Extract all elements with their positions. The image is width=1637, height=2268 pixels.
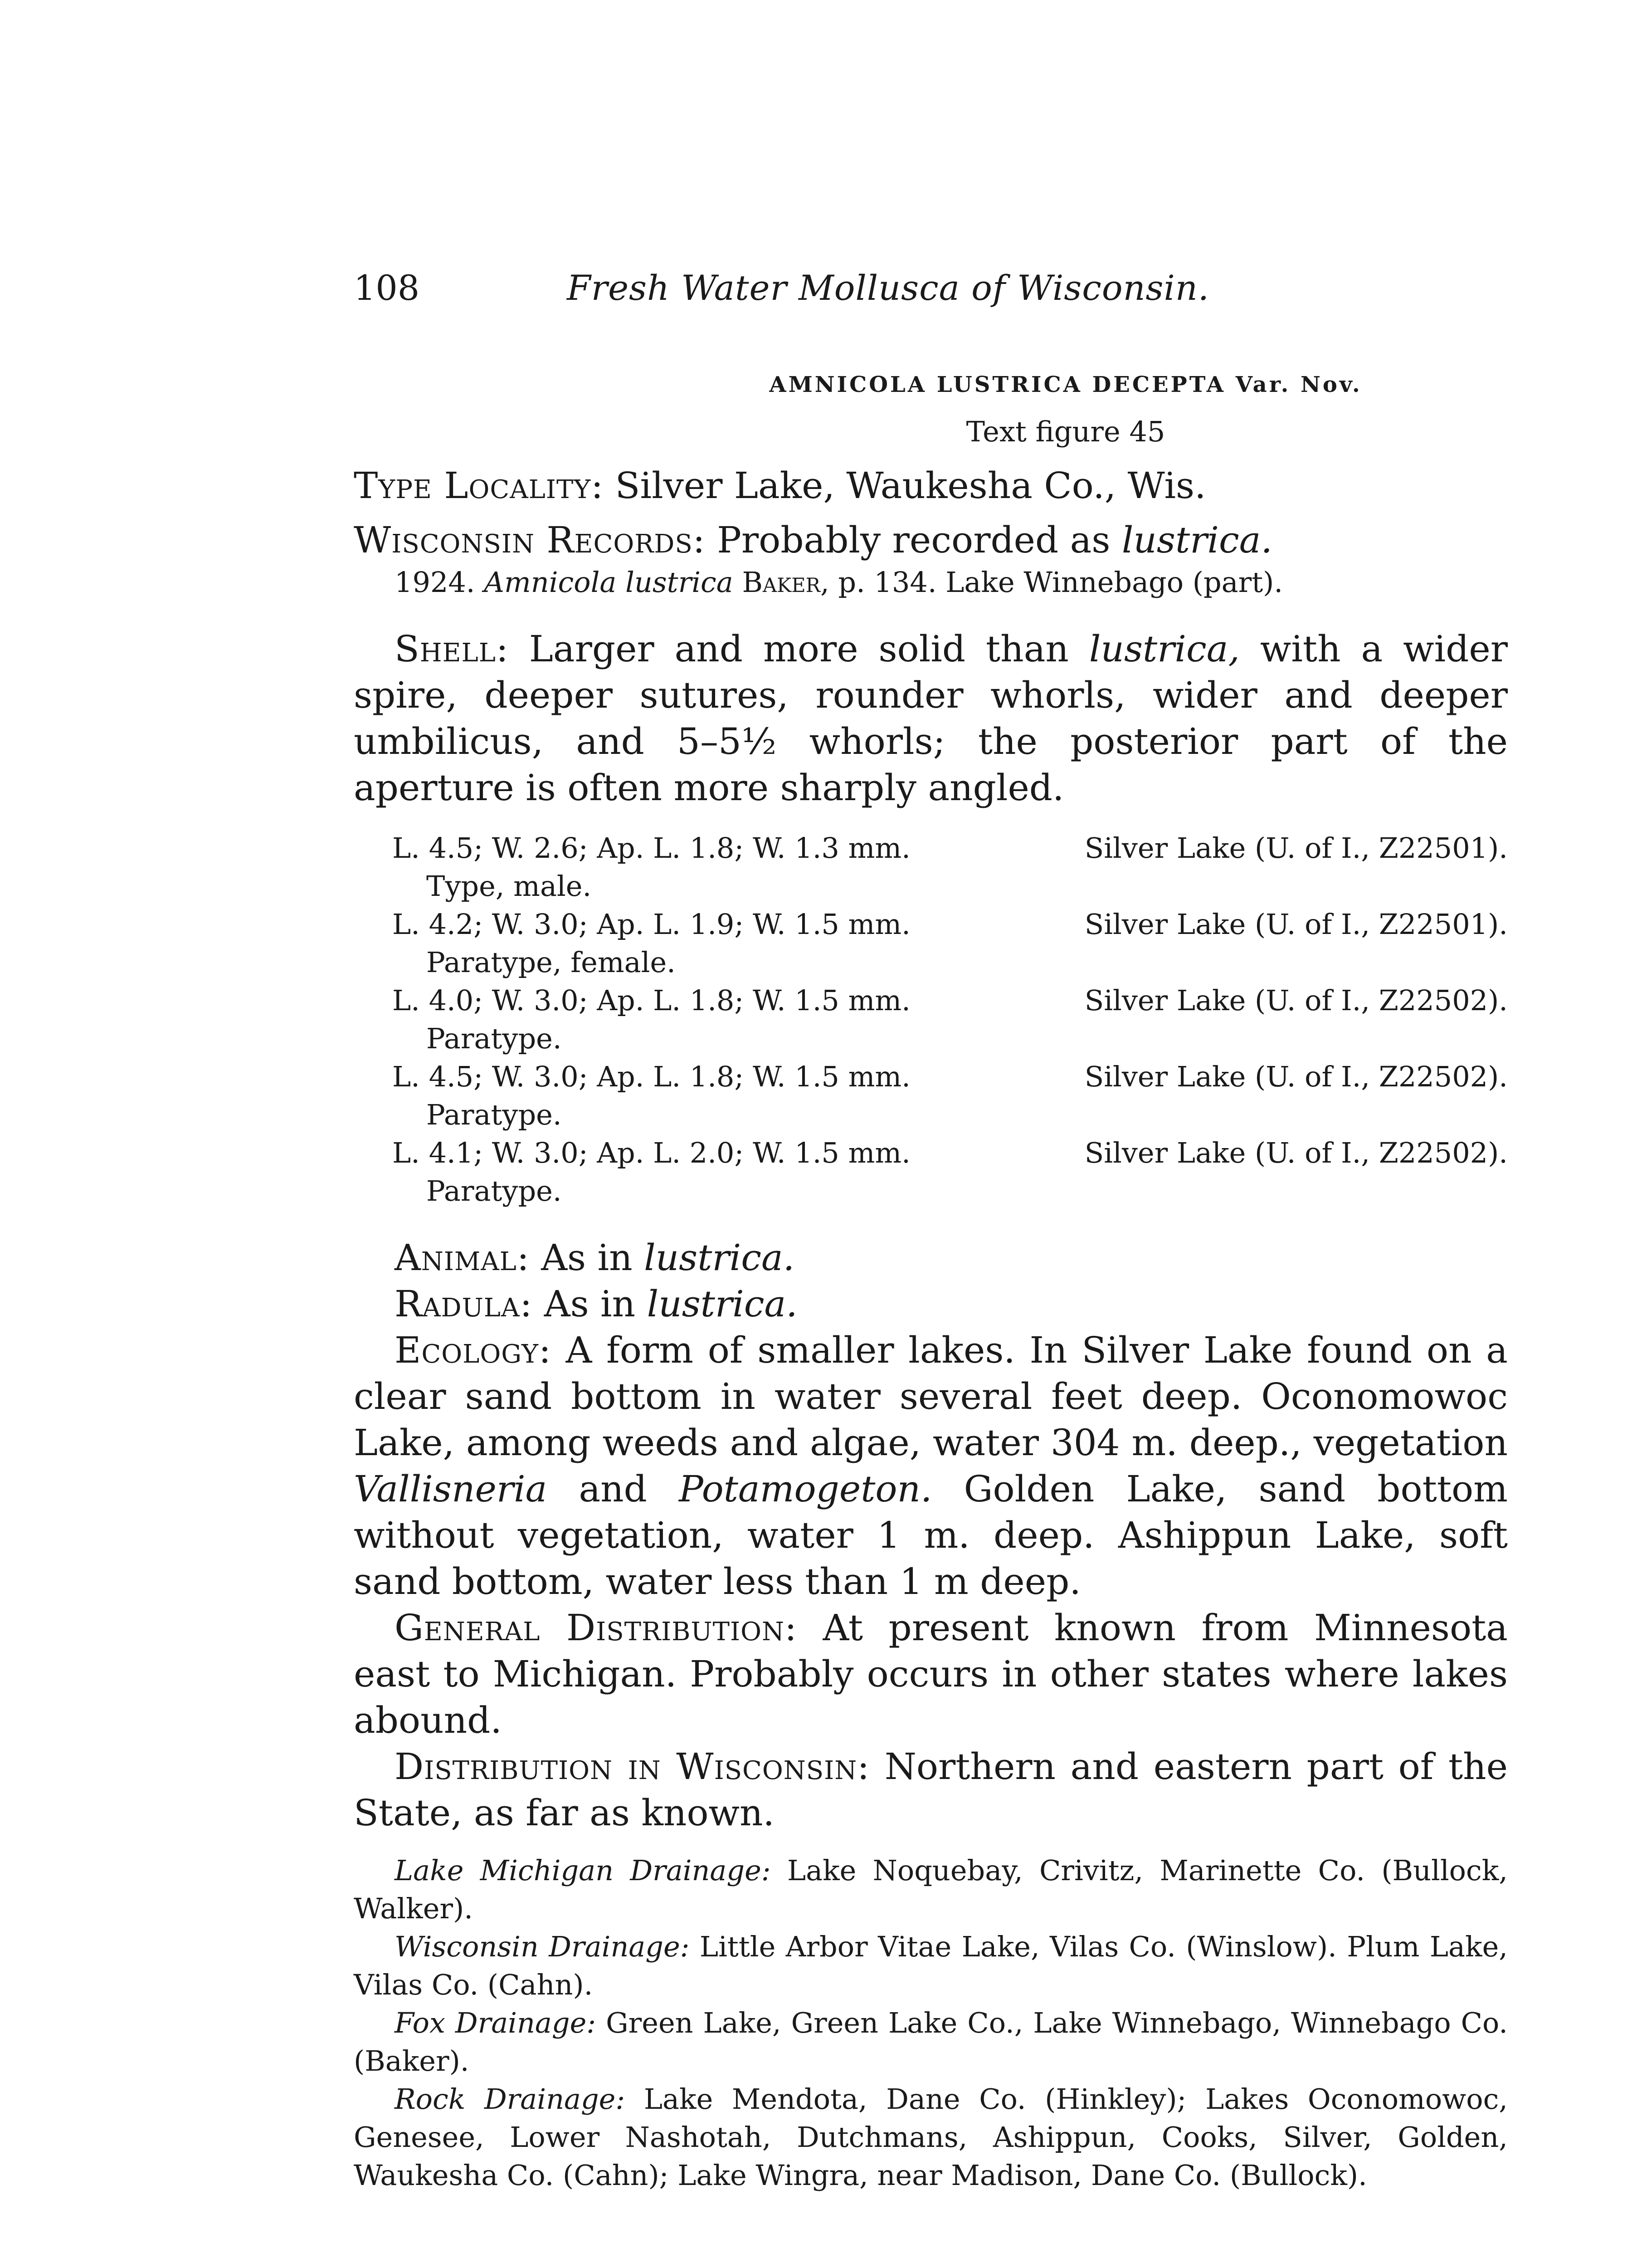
shell-text-1: Larger and more solid than: [529, 628, 1089, 670]
ecology-text-3: Golden Lake, sand bottom without vegetation, water 1 m. deep. Ashippun Lake, soft sand bottom, water less than 1 m deep.: [354, 1468, 1508, 1603]
page-header: [354, 263, 1515, 313]
wisconsin-distribution-label: Distribution in Wisconsin:: [395, 1745, 870, 1788]
measurement-locality: Silver Lake (U. of I., Z22501).: [1084, 908, 1508, 941]
figure-reference: Text figure 45: [966, 415, 1165, 448]
measurement-note: Paratype.: [426, 1022, 562, 1055]
measurement-locality: Silver Lake (U. of I., Z22502).: [1084, 1136, 1508, 1169]
citation-name: Amnicola lustrica: [484, 566, 733, 599]
wisconsin-records-label: Wisconsin Records:: [354, 519, 706, 561]
animal-paragraph: [354, 1235, 1508, 1281]
measurement-entry: [354, 829, 1508, 905]
measurement-entry: [354, 982, 1508, 1058]
measurement-entry: [354, 1058, 1508, 1134]
drainage-name: Fox Drainage:: [395, 2006, 596, 2039]
citation-year: 1924.: [395, 566, 475, 599]
shell-paragraph: [354, 626, 1508, 811]
drainage-entry: [354, 2080, 1508, 2195]
ecology-text-1: A form of smaller lakes. In Silver Lake found on a clear sand bottom in water several feet deep. Oconomowoc Lake, among weeds and algae, water 304 m. deep., vegetation: [354, 1329, 1508, 1464]
shell-label: Shell:: [395, 628, 509, 670]
measurement-dims: L. 4.0; W. 3.0; Ap. L. 1.8; W. 1.5 mm.: [392, 984, 911, 1017]
measurement-dims: L. 4.5; W. 3.0; Ap. L. 1.8; W. 1.5 mm.: [392, 1060, 911, 1093]
measurement-locality: Silver Lake (U. of I., Z22502).: [1084, 984, 1508, 1017]
general-distribution-paragraph: [354, 1605, 1508, 1744]
drainage-name: Lake Michigan Drainage:: [395, 1854, 771, 1887]
type-locality-value: Silver Lake, Waukesha Co., Wis.: [615, 464, 1206, 507]
measurement-note: Paratype, female.: [426, 946, 676, 979]
animal-prefix: As in: [541, 1237, 644, 1279]
citation-author: Baker: [742, 566, 820, 599]
drainage-entry: [354, 1852, 1508, 1928]
measurement-locality: Silver Lake (U. of I., Z22501).: [1084, 831, 1508, 865]
shell-italic: lustrica,: [1089, 628, 1240, 670]
wisconsin-distribution-paragraph: [354, 1744, 1508, 1836]
ecology-paragraph: [354, 1327, 1508, 1605]
wisconsin-distribution-text: Northern and eastern part of the State, as far as known.: [354, 1745, 1508, 1834]
ecology-label: Ecology:: [395, 1329, 551, 1371]
page-number: 108: [354, 268, 420, 308]
wisconsin-records: [354, 517, 1508, 563]
species-heading: AMNICOLA LUSTRICA DECEPTA Var. Nov.: [769, 372, 1362, 397]
body-text: [354, 463, 1508, 2195]
ecology-italic-1: Vallisneria: [354, 1468, 547, 1510]
drainage-text: Little Arbor Vitae Lake, Vilas Co. (Winslow). Plum Lake, Vilas Co. (Cahn).: [354, 1930, 1508, 2001]
type-locality: [354, 463, 1508, 509]
drainage-entry: [354, 1928, 1508, 2004]
measurement-note: Paratype.: [426, 1174, 562, 1207]
drainage-text: Green Lake, Green Lake Co., Lake Winnebago, Winnebago Co. (Baker).: [354, 2006, 1508, 2077]
general-distribution-text: At present known from Minnesota east to Michigan. Probably occurs in other states where lakes abound.: [354, 1607, 1508, 1741]
drainage-name: Rock Drainage:: [395, 2082, 625, 2116]
radula-italic: lustrica.: [647, 1283, 798, 1325]
wisconsin-records-prefix: Probably recorded as: [717, 519, 1122, 561]
animal-label: Animal:: [395, 1237, 530, 1279]
measurement-entry: [354, 1134, 1508, 1210]
measurement-dims: L. 4.1; W. 3.0; Ap. L. 2.0; W. 1.5 mm.: [392, 1136, 911, 1169]
measurement-locality: Silver Lake (U. of I., Z22502).: [1084, 1060, 1508, 1093]
animal-italic: lustrica.: [644, 1237, 795, 1279]
radula-label: Radula:: [395, 1283, 533, 1325]
measurement-note: Paratype.: [426, 1098, 562, 1131]
running-title: Fresh Water Mollusca of Wisconsin.: [567, 268, 1209, 308]
records-citation: [354, 563, 1508, 601]
drainage-entry: [354, 2004, 1508, 2080]
radula-paragraph: [354, 1281, 1508, 1327]
drainage-name: Wisconsin Drainage:: [395, 1930, 690, 1963]
wisconsin-records-italic: lustrica.: [1121, 519, 1272, 561]
type-locality-label: Type Locality:: [354, 464, 604, 507]
ecology-text-2: and: [547, 1468, 679, 1510]
ecology-italic-2: Potamogeton.: [679, 1468, 932, 1510]
radula-prefix: As in: [544, 1283, 647, 1325]
measurement-dims: L. 4.2; W. 3.0; Ap. L. 1.9; W. 1.5 mm.: [392, 908, 911, 941]
drainage-text: Lake Noquebay, Crivitz, Marinette Co. (Bullock, Walker).: [354, 1854, 1508, 1925]
measurement-note: Type, male.: [426, 870, 592, 903]
shell-text-2: with a wider spire, deeper sutures, rounder whorls, wider and deeper umbilicus, and 5–5½ whorls; the posterior part of the aperture is often more sharply angled.: [354, 628, 1508, 809]
measurement-entry: [354, 905, 1508, 982]
citation-rest: , p. 134. Lake Winnebago (part).: [820, 566, 1283, 599]
measurements-list: [354, 829, 1508, 1210]
general-distribution-label: General Distribution:: [395, 1607, 797, 1649]
measurement-dims: L. 4.5; W. 2.6; Ap. L. 1.8; W. 1.3 mm.: [392, 831, 911, 865]
drainage-text: Lake Mendota, Dane Co. (Hinkley); Lakes Oconomowoc, Genesee, Lower Nashotah, Dutchmans, Ashippun, Cooks, Silver, Golden, Waukesha Co. (Cahn); Lake Wingra, near Madison, Dane Co. (Bullock).: [354, 2082, 1508, 2192]
